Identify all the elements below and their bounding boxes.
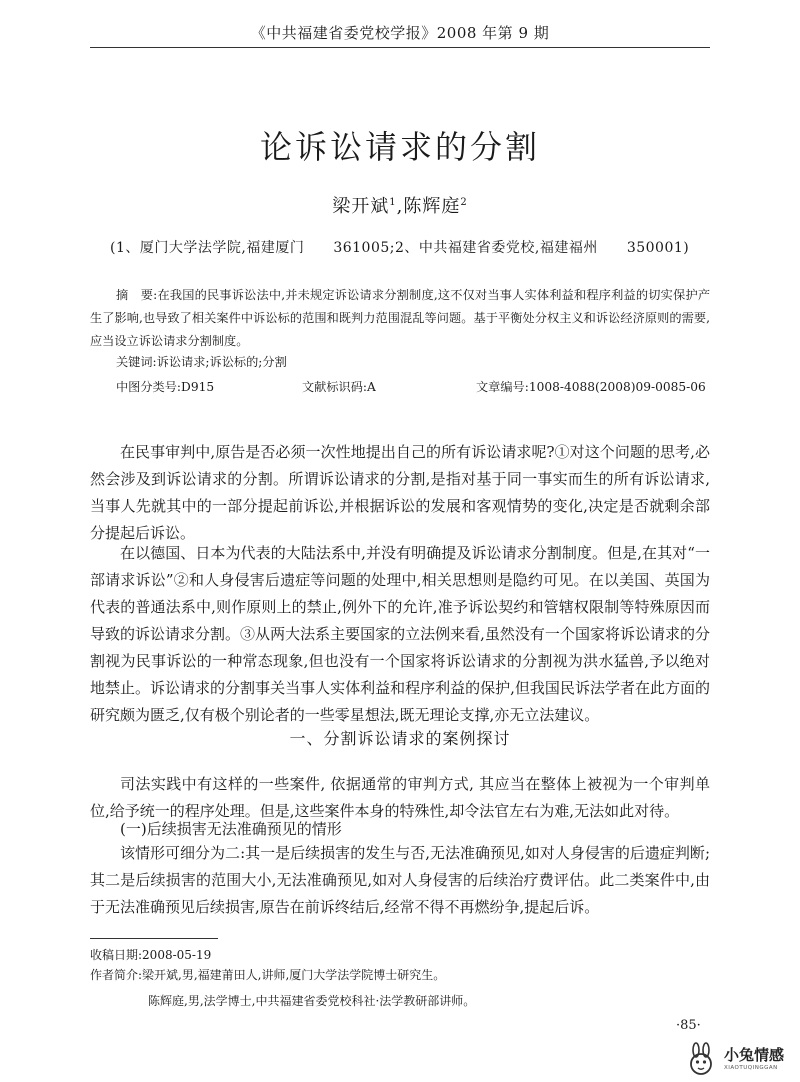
body-paragraph: 在民事审判中,原告是否必须一次性地提出自己的所有诉讼请求呢?①对这个问题的思考,必然会涉及到诉讼请求的分割。所谓诉讼请求的分割,是指对基于同一事实而生的所有诉讼请求,当事人先就其中的一部分提起前诉讼,并根据诉讼的发展和客观情势的变化,决定是否就剩余部分提起后诉讼。 xyxy=(90,443,710,542)
footnote-rule xyxy=(90,938,218,939)
body-paragraph: 在以德国、日本为代表的大陆法系中,并没有明确提及诉讼请求分割制度。但是,在其对“一部请求诉讼”②和人身侵害后遗症等问题的处理中,相关思想则是隐约可见。在以美国、英国为代表的普通法系中,则作原则上的禁止,例外下的允许,准予诉讼契约和管辖权限制等特殊原因而导致的诉讼请求分割。③从两大法系主要国家的立法例来看,虽然没有一个国家将诉讼请求的分割视为民事诉讼的一种常态现象,但也没有一个国家将诉讼请求的分割视为洪水猛兽,予以绝对地禁止。诉讼请求的分割事关当事人实体利益和程序利益的保护,但我国民诉法学者在此方面的研究颇为匮乏,仅有极个别论者的一些零星想法,既无理论支撑,亦无立法建议。 xyxy=(90,544,710,724)
received-date: 收稿日期:2008-05-19 xyxy=(90,948,212,962)
watermark-text: 小兔情感 xyxy=(724,1046,785,1064)
body-paragraph: 司法实践中有这样的一些案件, 依据通常的审判方式, 其应当在整体上被视为一个审判单位,给予统一的程序处理。但是,这些案件本身的特殊性,却令法官左右为难,无法如此对待。 xyxy=(90,775,710,820)
running-head: 《中共福建省委党校学报》2008 年第 9 期 xyxy=(250,24,550,42)
clc-number: 中图分类号:D915 xyxy=(116,380,215,394)
article-title: 论诉讼请求的分割 xyxy=(259,128,540,166)
keywords: 关键词:诉讼请求;诉讼标的;分割 xyxy=(116,355,287,369)
section-heading: 一、分割诉讼请求的案例探讨 xyxy=(289,729,511,748)
author-intro: 作者简介:梁开斌,男,福建莆田人,讲师,厦门大学法学院博士研究生。 xyxy=(90,968,446,982)
abstract-label: 摘 要: xyxy=(116,288,158,302)
author-affil-marker: 1 xyxy=(389,197,397,208)
watermark xyxy=(684,1042,796,1078)
author-separator: , xyxy=(396,196,404,217)
rabbit-logo-icon xyxy=(684,1042,720,1078)
author-intro: 陈辉庭,男,法学博士,中共福建省委党校科社·法学教研部讲师。 xyxy=(148,994,476,1008)
affiliation: (1、厦门大学法学院,福建厦门 361005;2、中共福建省委党校,福建福州 350001) xyxy=(110,240,690,256)
abstract-text: 在我国的民事诉讼法中,并未规定诉讼请求分割制度,这不仅对当事人实体利益和程序利益的切实保护产生了影响,也导致了相关案件中诉讼标的范围和既判力范围混乱等问题。基于平衡处分权主义和诉讼经济原则的需要,应当设立诉讼请求分割制度。 xyxy=(90,288,711,348)
classification-row xyxy=(116,378,716,396)
subsection-heading: (一)后续损害无法准确预见的情形 xyxy=(120,820,342,838)
author-affil-marker: 2 xyxy=(460,197,468,208)
author-name: 梁开斌 xyxy=(332,196,390,217)
page-number: ·85· xyxy=(676,1018,701,1033)
document-code: 文献标识码:A xyxy=(302,380,376,394)
header-rule xyxy=(90,47,710,48)
author-line xyxy=(0,192,800,218)
abstract xyxy=(90,284,710,353)
body-paragraph: 该情形可细分为二:其一是后续损害的发生与否,无法准确预见,如对人身侵害的后遗症判断;其二是后续损害的范围大小,无法准确预见,如对人身侵害的后续治疗费评估。此二类案件中,由于无法准确预见后续损害,原告在前诉终结后,经常不得不再燃纷争,提起后诉。 xyxy=(90,844,710,916)
watermark-subtext: XIAOTUQINGGAN xyxy=(724,1065,778,1071)
author-name: 陈辉庭 xyxy=(403,196,461,217)
article-number: 文章编号:1008-4088(2008)09-0085-06 xyxy=(476,380,706,394)
